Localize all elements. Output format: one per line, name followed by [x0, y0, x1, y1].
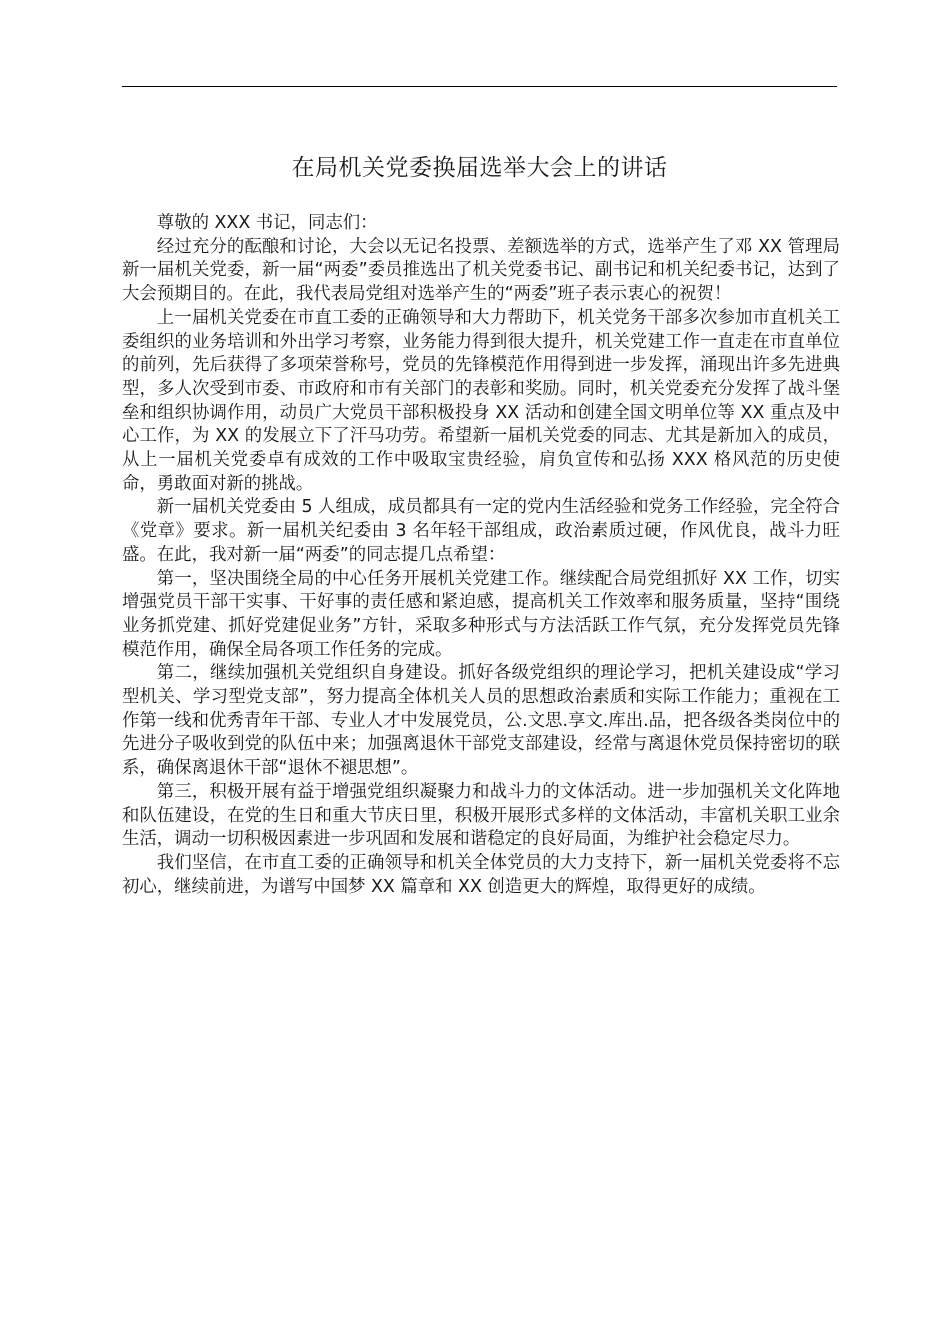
body-paragraph: 第一，坚决围绕全局的中心任务开展机关党建工作。继续配合局党组抓好 XX 工作，切实增强党员干部干实事、干好事的责任感和紧迫感，提高机关工作效率和服务质量，坚持“围绕业务抓党建、抓好党建促业务”方针，采取多种形式与方法活跃工作气氛，充分发挥党员先锋模范作用，确保全局各项工作任务的完成。	[122, 568, 840, 660]
document-title: 在局机关党委换届选举大会上的讲话	[291, 155, 668, 181]
body-paragraph: 第二，继续加强机关党组织自身建设。抓好各级党组织的理论学习，把机关建设成“学习型机关、学习型党支部”，努力提高全体机关人员的思想政治素质和实际工作能力；重视在工作第一线和优秀青年干部、专业人才中发展党员，公.文思.享文.库出.品，把各级各类岗位中的先进分子吸收到党的队伍中来；加强离退休干部党支部建设，经常与离退休党员保持密切的联系，确保离退休干部“退休不褪思想”。	[122, 663, 840, 779]
closing-paragraph: 我们坚信，在市直工委的正确领导和机关全体党员的大力支持下，新一届机关党委将不忘初心，继续前进，为谱写中国梦 XX 篇章和 XX 创造更大的辉煌，取得更好的成绩。	[122, 852, 840, 897]
header-rule	[122, 86, 837, 87]
body-paragraph: 新一届机关党委由 5 人组成，成员都具有一定的党内生活经验和党务工作经验，完全符合《党章》要求。新一届机关纪委由 3 名年轻干部组成，政治素质过硬，作风优良，战斗力旺盛。在此，我对新一届“两委”的同志提几点希望：	[122, 497, 840, 565]
salutation-paragraph: 尊敬的 XXX 书记，同志们：	[156, 213, 378, 233]
body-paragraph: 第三，积极开展有益于增强党组织凝聚力和战斗力的文体活动。进一步加强机关文化阵地和队伍建设，在党的生日和重大节庆日里，积极开展形式多样的文体活动，丰富机关职工业余生活，调动一切积极因素进一步巩固和发展和谐稳定的良好局面，为维护社会稳定尽力。	[122, 781, 840, 850]
body-paragraph: 经过充分的酝酿和讨论，大会以无记名投票、差额选举的方式，选举产生了邓 XX 管理局新一届机关党委，新一届“两委”委员推选出了机关党委书记、副书记和机关纪委书记，达到了大会预期目的。在此，我代表局党组对选举产生的“两委”班子表示衷心的祝贺！	[122, 236, 840, 305]
body-paragraph: 上一届机关党委在市直工委的正确领导和大力帮助下，机关党务干部多次参加市直机关工委组织的业务培训和外出学习考察，业务能力得到很大提升，机关党建工作一直走在市直单位的前列，先后获得了多项荣誉称号，党员的先锋模范作用得到进一步发挥，涌现出许多先进典型，多人次受到市委、市政府和市有关部门的表彰和奖励。同时，机关党委充分发挥了战斗堡垒和组织协调作用，动员广大党员干部积极投身 XX 活动和创建全国文明单位等 XX 重点及中心工作，为 XX 的发展立下了汗马功劳。希望新一届机关党委的同志、尤其是新加入的成员，从上一届机关党委卓有成效的工作中吸取宝贵经验，肩负宣传和弘扬 XXX 格风范的历史使命，勇敢面对新的挑战。	[122, 307, 840, 494]
document-body	[122, 212, 840, 899]
